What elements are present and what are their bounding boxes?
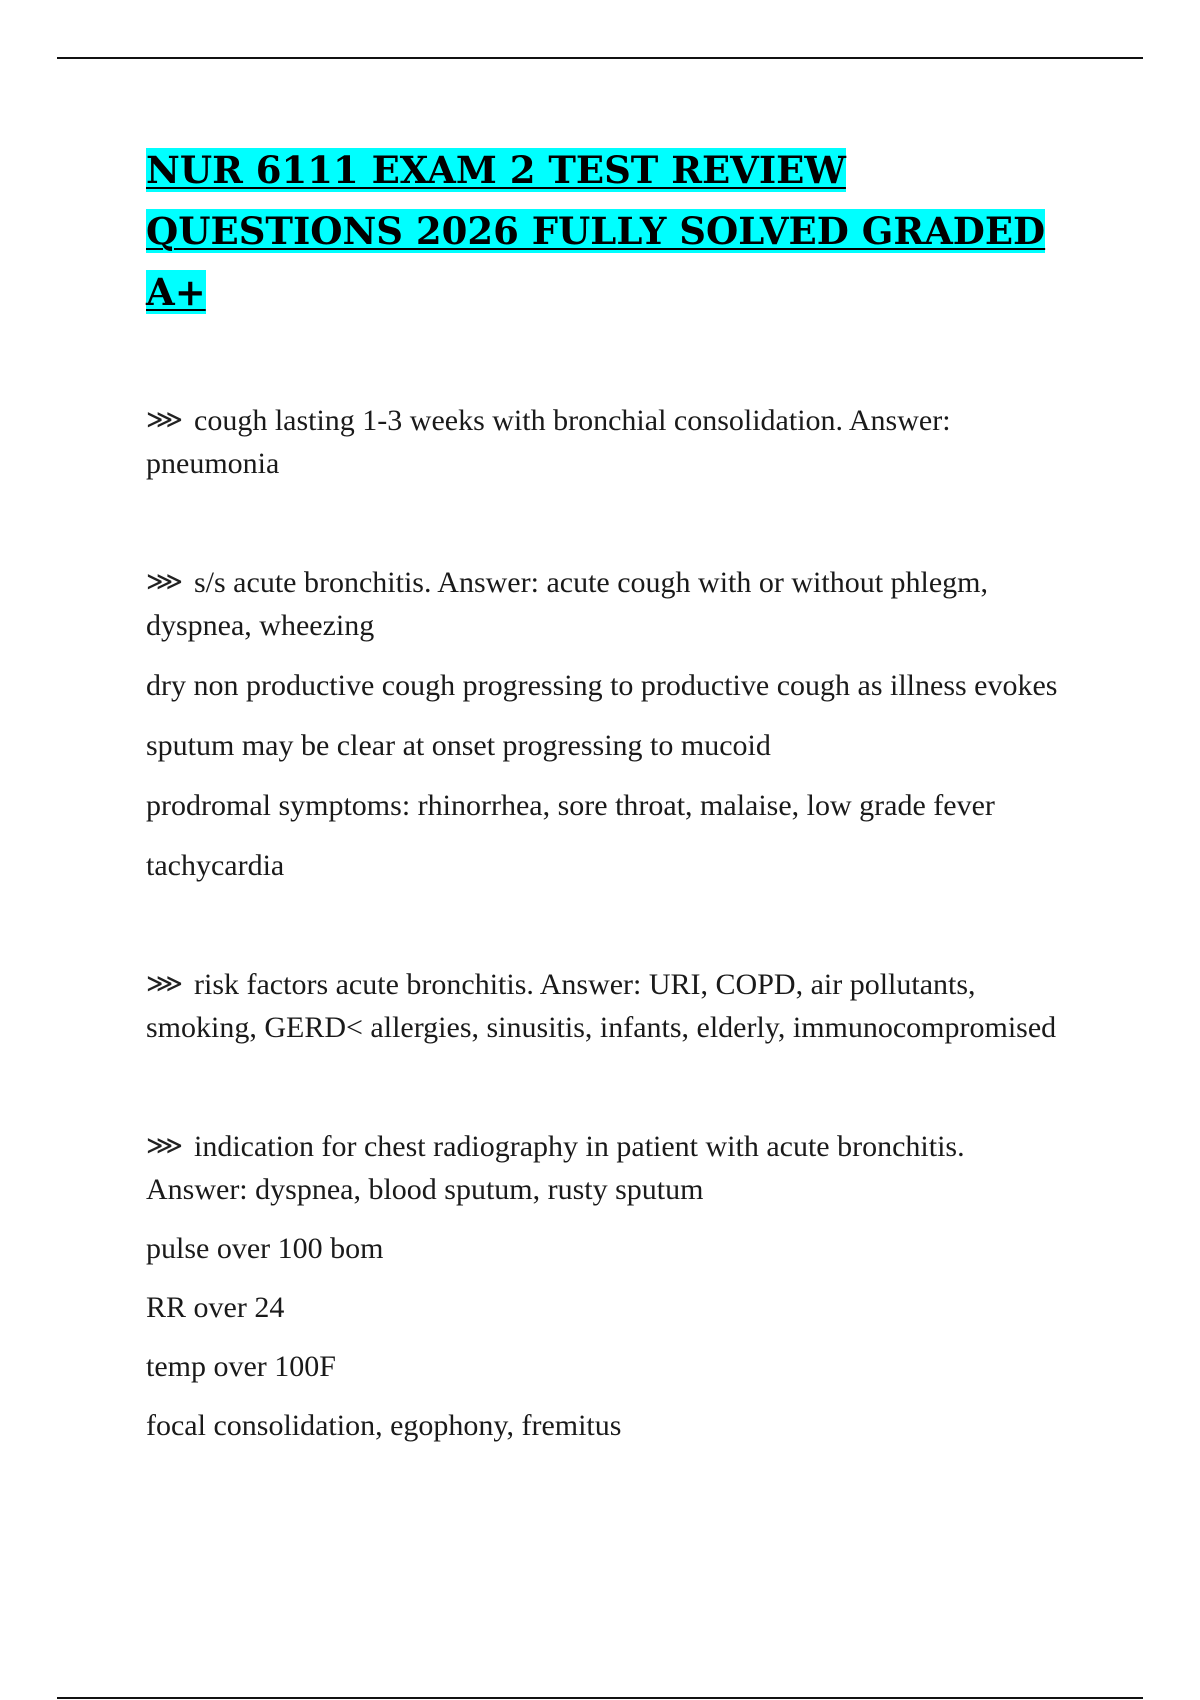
question-text: risk factors acute bronchitis. Answer: URI, COPD, air pollutants, smoking, GERD< allergies, sinusitis, infants, elderly, immunocompromised xyxy=(146,968,1057,1044)
qa-item-1 xyxy=(146,399,1066,485)
answer-detail-line: temp over 100F xyxy=(146,1350,336,1383)
qa-item-4 xyxy=(146,1125,1066,1447)
arrowhead-bullet-icon: ⋙ xyxy=(146,567,183,597)
answer-detail-line: prodromal symptoms: rhinorrhea, sore throat, malaise, low grade fever xyxy=(146,789,995,822)
bottom-rule xyxy=(57,1697,1143,1699)
top-rule xyxy=(57,57,1143,59)
document-title xyxy=(146,140,1066,323)
question-line xyxy=(146,1125,1066,1211)
answer-detail-line: sputum may be clear at onset progressing to mucoid xyxy=(146,729,771,762)
qa-list xyxy=(146,399,1066,1447)
qa-item-3 xyxy=(146,963,1066,1049)
arrowhead-bullet-icon: ⋙ xyxy=(146,1131,183,1161)
qa-item-2 xyxy=(146,561,1066,887)
document-body xyxy=(146,140,1066,1447)
answer-detail-line: dry non productive cough progressing to productive cough as illness evokes xyxy=(146,669,1058,702)
question-text: cough lasting 1-3 weeks with bronchial consolidation. Answer: pneumonia xyxy=(146,404,951,480)
arrowhead-bullet-icon: ⋙ xyxy=(146,969,183,999)
answer-detail-line: pulse over 100 bom xyxy=(146,1232,384,1265)
question-text: indication for chest radiography in patient with acute bronchitis. Answer: dyspnea, blood sputum, rusty sputum xyxy=(146,1130,965,1206)
title-highlight: NUR 6111 EXAM 2 TEST REVIEW QUESTIONS 2026 FULLY SOLVED GRADED A+ xyxy=(146,148,1046,314)
question-line xyxy=(146,399,1066,485)
question-line xyxy=(146,561,1066,647)
arrowhead-bullet-icon: ⋙ xyxy=(146,405,183,435)
question-text: s/s acute bronchitis. Answer: acute cough with or without phlegm, dyspnea, wheezing xyxy=(146,566,989,642)
answer-detail-line: RR over 24 xyxy=(146,1291,285,1324)
answer-detail-line: focal consolidation, egophony, fremitus xyxy=(146,1409,622,1442)
question-line xyxy=(146,963,1066,1049)
answer-detail-line: tachycardia xyxy=(146,849,285,882)
